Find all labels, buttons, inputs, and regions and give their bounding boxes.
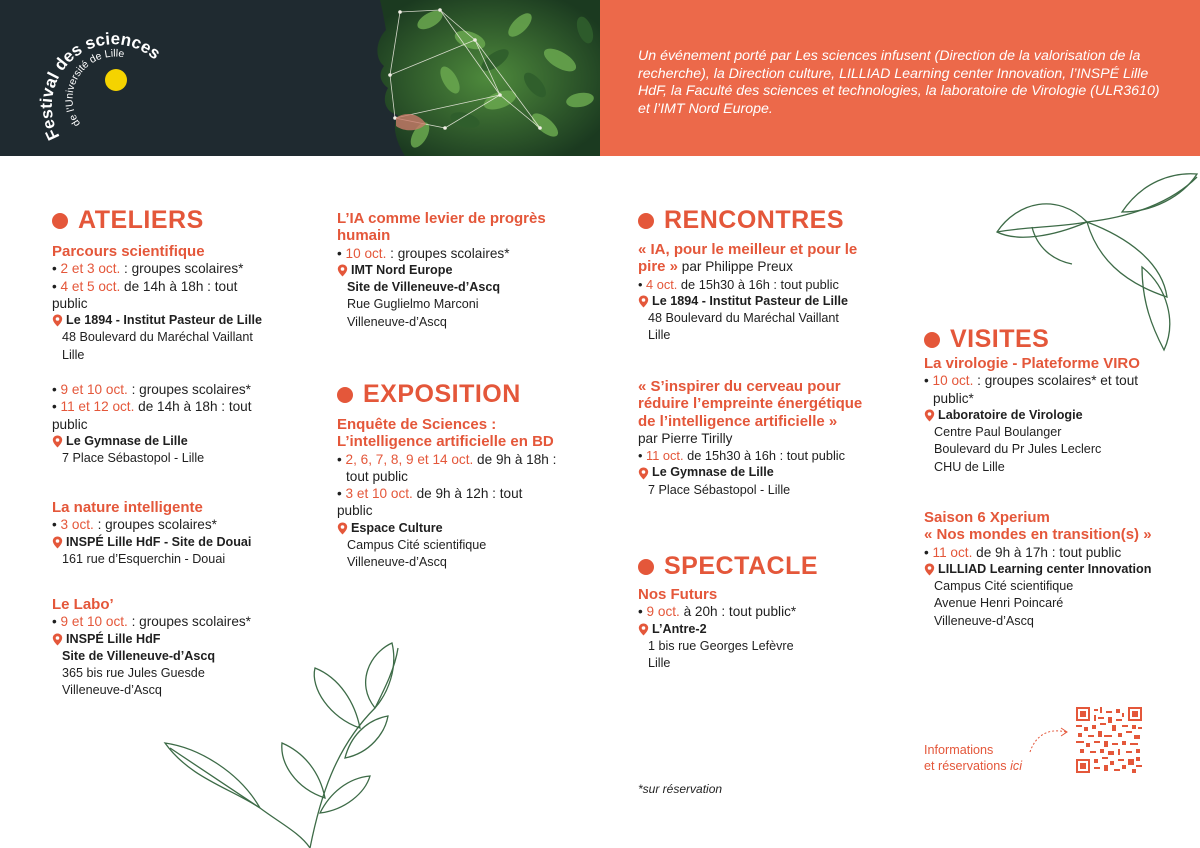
venue-address: Villeneuve-d’Ascq: [62, 683, 162, 698]
event-line: • 9 et 10 oct. : groupes scolaires*: [52, 382, 251, 398]
venue-address: Boulevard du Pr Jules Leclerc: [934, 442, 1102, 457]
bullet-dot-icon: [52, 213, 68, 229]
bullet-dot-icon: [337, 387, 353, 403]
info-link-ici[interactable]: ici: [1010, 759, 1023, 773]
intro-text: Un événement porté par Les sciences infusent (Direction de la valorisation de la recherche), la Direction culture, LILLIAD Learning center Innovation, l’INSPÉ Lille HdF, la Faculté des sciences et technologies, la laboratoire de Virologie (ULR3610) et l’IMT Nord Europe.: [638, 48, 1160, 117]
venue: Le Gymnase de Lille: [638, 464, 898, 481]
event-line: • 2, 6, 7, 8, 9 et 14 oct. de 9h à 18h :: [337, 451, 557, 467]
event-speaker: par Pierre Tirilly: [638, 430, 733, 446]
venue: Laboratoire de Virologie: [924, 407, 1184, 424]
event-line: • 4 oct. de 15h30 à 16h : tout public: [638, 276, 839, 292]
svg-text:Festival des sciences: [37, 29, 164, 143]
leaf-branch-top-right-icon: [992, 162, 1200, 352]
event-title-cont: L’intelligence artificielle en BD: [337, 433, 554, 451]
event-line: • 10 oct. : groupes scolaires* et tout: [924, 373, 1139, 389]
section-visites-title: VISITES: [924, 325, 1049, 354]
venue-address: Campus Cité scientifique: [934, 579, 1074, 594]
event-line: • 3 et 10 oct. de 9h à 12h : tout: [337, 486, 523, 502]
event-title: Nos Futurs: [638, 586, 718, 603]
event-line-cont: tout public: [346, 468, 408, 484]
venue-address: 1 bis rue Georges Lefèvre: [648, 638, 794, 653]
venue-address: CHU de Lille: [934, 459, 1005, 474]
event-title: La virologie - Plateforme VIRO: [924, 355, 1140, 372]
location-pin-icon: [52, 633, 63, 646]
event-title-cont: humain: [337, 227, 391, 245]
curved-arrow-icon: [1026, 724, 1072, 756]
venue-address: 48 Boulevard du Maréchal Vaillant: [648, 311, 839, 326]
venue-site: Site de Villeneuve-d’Ascq: [347, 280, 501, 295]
event-nature-intelligente: [52, 499, 302, 568]
venue-address: Villeneuve-d’Ascq: [347, 314, 447, 329]
event-line: • 10 oct. : groupes scolaires*: [337, 245, 510, 261]
venue-address: Centre Paul Boulanger: [934, 425, 1062, 440]
event-title: Le Labo’: [52, 596, 114, 613]
event-line-cont: public: [52, 416, 88, 432]
logo-sun-icon: [105, 69, 127, 91]
venue-address: Lille: [648, 656, 671, 671]
location-pin-icon: [52, 435, 63, 448]
venue-address: Rue Guglielmo Marconi: [347, 297, 479, 312]
event-title: Enquête de Sciences :: [337, 416, 497, 433]
venue-address: Villeneuve-d’Ascq: [934, 613, 1034, 628]
event-ia-levier: [337, 210, 587, 331]
event-line: • 11 oct. de 9h à 17h : tout public: [924, 544, 1122, 560]
event-virologie: [924, 355, 1184, 476]
venue-address: 48 Boulevard du Maréchal Vaillant: [62, 330, 253, 345]
venue-address: Lille: [648, 328, 671, 343]
venue-address: 365 bis rue Jules Guesde: [62, 666, 205, 681]
venue-address: Avenue Henri Poincaré: [934, 596, 1064, 611]
section-ateliers-title: ATELIERS: [52, 206, 204, 235]
event-title: Saison 6 Xperium: [924, 509, 1050, 526]
venue-address: Campus Cité scientifique: [347, 538, 487, 553]
venue-address: 7 Place Sébastopol - Lille: [648, 482, 791, 497]
event-title: La nature intelligente: [52, 499, 203, 516]
section-spectacle-title: SPECTACLE: [638, 552, 818, 581]
bullet-dot-icon: [638, 559, 654, 575]
bullet-dot-icon: [924, 332, 940, 348]
location-pin-icon: [337, 264, 348, 277]
location-pin-icon: [638, 467, 649, 480]
section-rencontres-title: RENCONTRES: [638, 206, 844, 235]
location-pin-icon: [638, 623, 649, 636]
event-line: • 3 oct. : groupes scolaires*: [52, 517, 217, 533]
header-image-panel: [0, 0, 600, 156]
location-pin-icon: [337, 522, 348, 535]
event-enquete-sciences: [337, 416, 587, 572]
venue: L’Antre-2: [638, 621, 898, 638]
event-title: « IA, pour le meilleur et pour le: [638, 241, 858, 258]
venue: INSPÉ Lille HdF: [52, 631, 302, 648]
event-line: • 2 et 3 oct. : groupes scolaires*: [52, 261, 244, 277]
header-intro-panel: [600, 0, 1200, 156]
venue: Le 1894 - Institut Pasteur de Lille: [638, 293, 898, 310]
event-nos-futurs: [638, 586, 898, 672]
event-line-cont: public: [52, 295, 88, 311]
venue: Espace Culture: [337, 520, 587, 537]
section-exposition-title: EXPOSITION: [337, 380, 521, 409]
location-pin-icon: [924, 563, 935, 576]
location-pin-icon: [638, 295, 649, 308]
event-title-cont: réduire l’empreinte énergétique: [638, 395, 863, 413]
reservation-footnote: *sur réservation: [638, 782, 723, 796]
event-ia-meilleur-pire: [638, 241, 898, 345]
event-title-cont: « Nos mondes en transition(s) »: [924, 526, 1152, 544]
location-pin-icon: [924, 409, 935, 422]
event-title-cont: de l’intelligence artificielle »: [638, 412, 838, 430]
venue: Le Gymnase de Lille: [52, 433, 302, 450]
event-line: • 9 oct. à 20h : tout public*: [638, 604, 797, 620]
venue-address: Villeneuve-d’Ascq: [347, 555, 447, 570]
event-xperium: [924, 509, 1194, 630]
venue: IMT Nord Europe: [337, 262, 587, 279]
event-parcours-scientifique: [52, 243, 302, 468]
location-pin-icon: [52, 536, 63, 549]
event-line-cont: public: [337, 503, 373, 519]
location-pin-icon: [52, 314, 63, 327]
event-line: • 11 et 12 oct. de 14h à 18h : tout: [52, 399, 252, 415]
venue-address: Lille: [62, 347, 85, 362]
event-title: L’IA comme levier de progrès: [337, 210, 546, 227]
festival-logo: [0, 0, 170, 156]
logo-title: Festival des sciences: [36, 29, 165, 144]
venue-address: 7 Place Sébastopol - Lille: [62, 451, 205, 466]
qr-code-icon[interactable]: [1076, 707, 1142, 773]
info-reservations: Informations et réservations ici: [924, 743, 1023, 773]
event-title-cont: pire » par Philippe Preux: [638, 258, 793, 276]
venue: LILLIAD Learning center Innovation: [924, 561, 1194, 578]
event-line: • 11 oct. de 15h30 à 16h : tout public: [638, 448, 846, 464]
logo-subtitle: de l'Université de Lille: [63, 47, 126, 129]
venue: INSPÉ Lille HdF - Site de Douai: [52, 534, 302, 551]
event-title: « S’inspirer du cerveau pour: [638, 378, 841, 395]
venue-address: 161 rue d’Esquerchin - Douai: [62, 551, 226, 566]
event-inspirer-cerveau: [638, 378, 898, 499]
bullet-dot-icon: [638, 213, 654, 229]
event-title: Parcours scientifique: [52, 243, 205, 260]
event-line-cont: public*: [933, 390, 974, 406]
event-le-labo: [52, 596, 302, 700]
venue: Le 1894 - Institut Pasteur de Lille: [52, 312, 302, 329]
event-line: • 4 et 5 oct. de 14h à 18h : tout: [52, 278, 238, 294]
event-line: • 9 et 10 oct. : groupes scolaires*: [52, 614, 251, 630]
venue-site: Site de Villeneuve-d’Ascq: [62, 648, 216, 663]
